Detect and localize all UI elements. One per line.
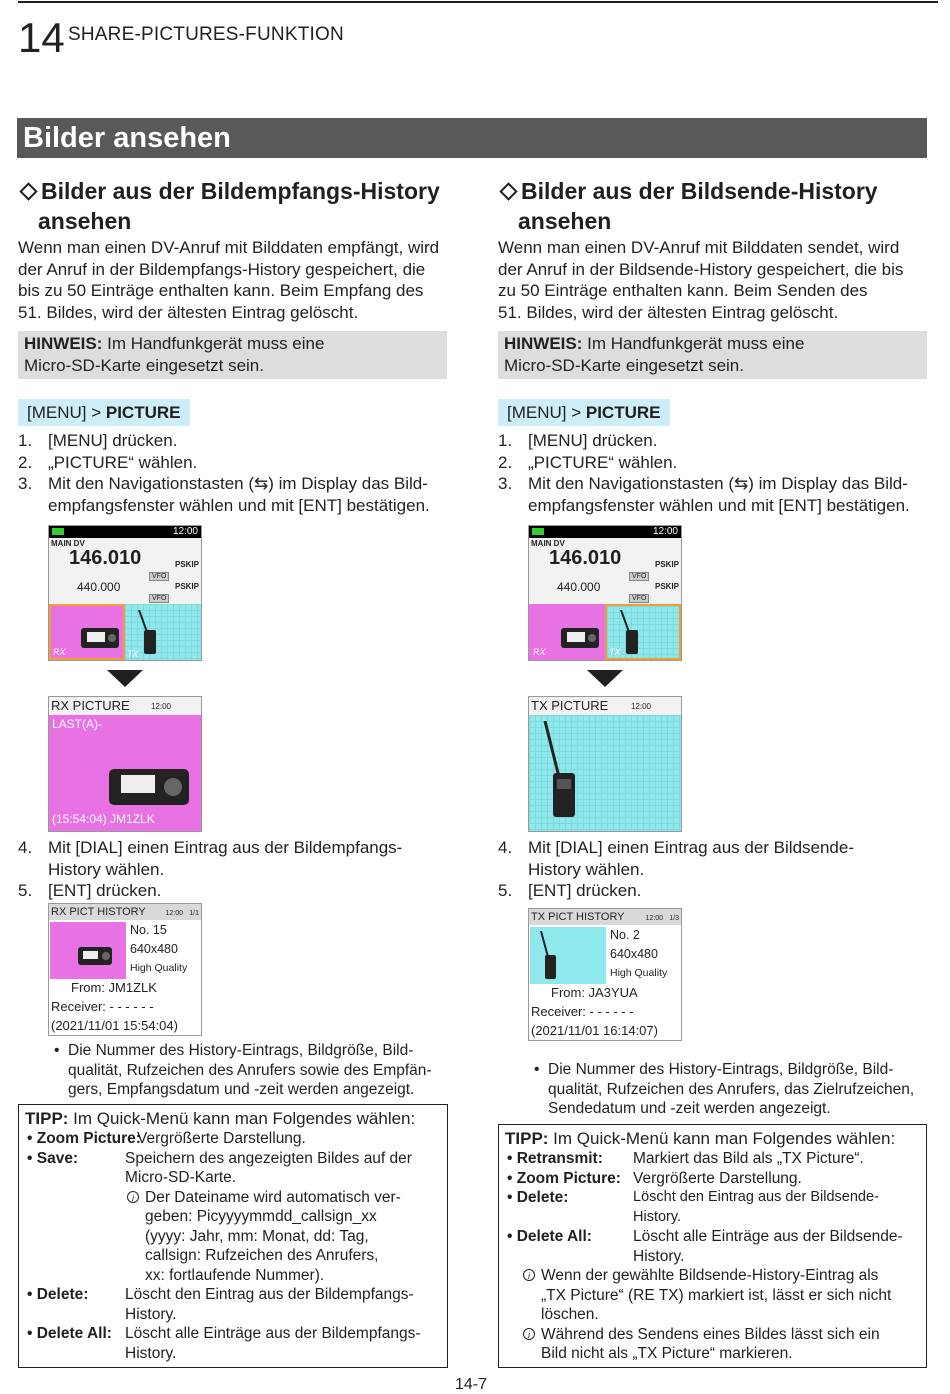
step-item: 1. [MENU] drücken. — [18, 431, 178, 450]
step-item: 5. [ENT] drücken. — [18, 881, 162, 900]
chapter-number: 14 — [18, 14, 65, 61]
right-menu-path: [MENU] > PICTURE — [498, 399, 670, 426]
left-column — [18, 0, 448, 1392]
diamond-icon — [499, 182, 517, 200]
left-menu-path: [MENU] > PICTURE — [18, 399, 190, 426]
info-icon: i — [523, 1328, 535, 1340]
radio-icon — [109, 767, 191, 807]
left-intro: Wenn man einen DV-Anruf mit Bilddaten empfängt, wird der Anruf in der Bildempfangs-History gespeichert, die bis zu 50 Einträge enthalten kann. Beim Empfang des 51. Bildes, wird der ältesten Eintrag gelöscht. — [18, 238, 440, 322]
step-item: 4. Mit [DIAL] einen Eintrag aus der Bildempfangs- History wählen. — [18, 838, 403, 879]
right-intro: Wenn man einen DV-Anruf mit Bilddaten sendet, wird der Anruf in der Bildsende-History gespeichert, die bis zu 50 Einträge enthalten kann. Beim Senden des 51. Bildes, wird der ältesten Eintrag gelöscht. — [498, 238, 904, 322]
right-heading: Bilder aus der Bildsende-History ansehen — [498, 176, 938, 236]
right-history-screen: TX PICT HISTORY 12:00 1/3 No. 2 640x480 High Quality From: JA3YUA Receiver: - - - - - - (2021/11/01 16:14:07) — [528, 908, 682, 1041]
left-steps-2 — [18, 837, 458, 902]
radio-icon — [561, 626, 601, 650]
left-bullet: • Die Nummer des History-Eintrags, Bildgröße, Bild- qualität, Rufzeichen des Anrufers sowie des Empfän- gers, Empfangsdatum und -zeit werden angezeigt. — [54, 1041, 468, 1100]
chapter-title: SHARE-PICTURES-FUNKTION — [68, 24, 344, 45]
step-item: 3. Mit den Navigationstasten (⇆) im Display das Bild- empfangsfenster wählen und mit [ENT] bestätigen. — [18, 474, 430, 515]
radio-icon — [81, 626, 121, 650]
step-item: 2. „PICTURE“ wählen. — [498, 452, 678, 472]
right-steps-2 — [498, 837, 938, 902]
left-history-screen: RX PICT HISTORY 12:00 1/1 No. 15 640x480 High Quality From: JM1ZLK Receiver: - - - - - - (2021/11/01 15:54:04) — [48, 903, 202, 1036]
step-item: 2. „PICTURE“ wählen. — [18, 452, 198, 472]
step-item: 4. Mit [DIAL] einen Eintrag aus der Bildsende- History wählen. — [498, 838, 855, 879]
left-tipp-box: TIPP: Im Quick-Menü kann man Folgendes wählen: • Zoom Picture: Vergrößerte Darstellung. • Save: Speichern des angezeigten Bildes auf der Micro-SD-Karte. i Der Dateiname wird automatisch ver- geben: Picyyyymmdd_callsign_xx (yyyy: Jahr, mm: Monat, dd: Tag, callsign: Rufzeichen des Anrufers, xx: fortlaufende Nummer). • Delete: Löscht den Eintrag aus der Bildempfangs- History. • Delete All: Löscht alle Einträge aus der Bildempfangs- History. — [18, 1104, 448, 1368]
handheld-icon — [539, 721, 579, 821]
left-hinweis: HINWEIS: Im Handfunkgerät muss eine Micro-SD-Karte eingesetzt sein. — [18, 331, 447, 379]
right-tipp-box: TIPP: Im Quick-Menü kann man Folgendes wählen: • Retransmit: Markiert das Bild als „TX Picture“. • Zoom Picture: Vergrößerte Darstellung. • Delete: Löscht den Eintrag aus der Bildsende- History. • Delete All: Löscht alle Einträge aus der Bildsende- History. i Wenn der gewählte Bildsende-History-Eintrag als „TX Picture“ (RE TX) markiert ist, lässt er sich nicht löschen. i Während des Sendens eines Bildes lässt sich ein Bild nicht als „TX Picture“ markieren. — [498, 1124, 927, 1368]
left-main-screen: 12:00 MAIN DV 146.010 PSKIP VFO 440.000 PSKIP VFO RX TX — [48, 525, 202, 661]
page-number: 14-7 — [455, 1376, 488, 1393]
left-heading: Bilder aus der Bildempfangs-History ansehen — [18, 176, 458, 236]
radio-icon — [78, 946, 114, 966]
section-title: Bilder ansehen — [17, 118, 927, 158]
right-column — [498, 0, 928, 1392]
left-picture-screen: RX PICTURE 12:00 LAST(A)- (15:54:04) JM1ZLK — [48, 696, 202, 832]
step-item: 3. Mit den Navigationstasten (⇆) im Display das Bild- empfangsfenster wählen und mit [ENT] bestätigen. — [498, 474, 910, 515]
down-arrow-icon — [587, 670, 623, 687]
left-steps — [18, 430, 458, 516]
right-hinweis: HINWEIS: Im Handfunkgerät muss eine Micro-SD-Karte eingesetzt sein. — [498, 331, 927, 379]
info-icon: i — [523, 1269, 535, 1281]
step-item: 5. [ENT] drücken. — [498, 881, 642, 900]
step-item: 1. [MENU] drücken. — [498, 431, 658, 450]
right-picture-screen: TX PICTURE 12:00 — [528, 696, 682, 832]
right-steps — [498, 430, 938, 516]
right-main-screen: 12:00 MAIN DV 146.010 PSKIP VFO 440.000 PSKIP VFO RX TX — [528, 525, 682, 661]
down-arrow-icon — [107, 670, 143, 687]
handheld-icon — [538, 931, 558, 981]
info-icon: i — [127, 1191, 139, 1203]
diamond-icon — [19, 182, 37, 200]
right-bullet: • Die Nummer des History-Eintrags, Bildgröße, Bild- qualität, Rufzeichen des Anrufers, das Zielrufzeichen, Sendedatum und -zeit werden angezeigt. — [534, 1060, 948, 1119]
